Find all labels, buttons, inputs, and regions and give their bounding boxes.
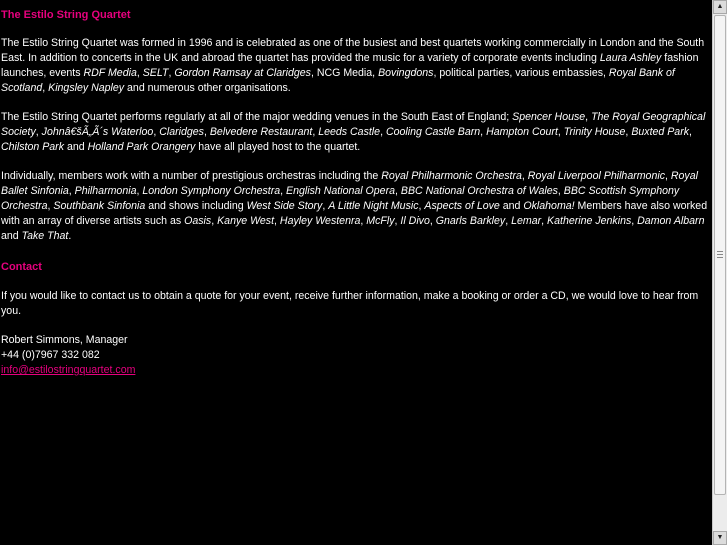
highlighted-name: Kanye West <box>217 215 275 227</box>
highlighted-name: Gnarls Barkley <box>435 215 506 227</box>
page-content <box>1 0 712 378</box>
text-run: , <box>480 126 487 138</box>
text-run: , <box>557 126 564 138</box>
contact-email-link[interactable]: info@estilostringquartet.com <box>1 364 136 376</box>
text-run: , <box>168 67 175 79</box>
text-run: , <box>136 67 143 79</box>
arrow-down-icon[interactable]: ▼ <box>713 531 727 545</box>
text-run: The Estilo String Quartet performs regularly at all of the major wedding venues in the South East of England; <box>1 111 513 123</box>
text-run: , <box>625 126 632 138</box>
highlighted-name: Claridges <box>159 126 204 138</box>
highlighted-name: Leeds Castle <box>318 126 381 138</box>
highlighted-name: Royal Liverpool Philharmonic <box>527 170 665 182</box>
highlighted-name: BBC Scottish Symphony Orchestra <box>1 185 680 212</box>
text-run: , <box>274 215 280 227</box>
arrow-up-icon[interactable]: ▲ <box>713 0 727 14</box>
highlighted-name: Damon Albarn <box>637 215 705 227</box>
highlighted-name: Oasis <box>184 215 212 227</box>
text-run: and shows including <box>145 200 247 212</box>
text-run: , <box>541 215 548 227</box>
contact-name: Robert Simmons, Manager <box>1 334 128 346</box>
highlighted-name: London Symphony Orchestra <box>142 185 281 197</box>
highlighted-name: Kingsley Napley <box>48 82 125 94</box>
contact-text: If you would like to contact us to obtain a quote for your event, receive further information, make a booking or order a CD, we would love to hear from you. <box>1 290 699 317</box>
text-run: , <box>312 126 319 138</box>
highlighted-name: Lemar <box>511 215 542 227</box>
highlighted-name: Spencer House <box>512 111 586 123</box>
highlighted-name: Royal Bank of Scotland <box>1 67 675 94</box>
highlighted-name: Cooling Castle Barn <box>385 126 481 138</box>
venues-paragraph <box>1 110 712 155</box>
intro-paragraph <box>1 36 712 96</box>
text-run: , <box>35 126 42 138</box>
text-run: . <box>68 230 72 242</box>
text-run: Members have also worked with an array of diverse artists such as <box>1 200 708 227</box>
contact-details <box>1 333 712 378</box>
text-run: , political parties, various embassies, <box>433 67 609 79</box>
highlighted-name: Bovingdons <box>378 67 434 79</box>
highlighted-name: Aspects of Love <box>424 200 500 212</box>
highlighted-name: Hampton Court <box>486 126 558 138</box>
highlighted-name: McFly <box>366 215 395 227</box>
scrollbar-thumb[interactable] <box>714 15 726 495</box>
highlighted-name: Katherine Jenkins <box>547 215 632 227</box>
text-run: , <box>585 111 592 123</box>
text-run: , <box>521 170 528 182</box>
text-run: , <box>631 215 638 227</box>
text-run: , <box>505 215 512 227</box>
text-run: Individually, members work with a number of prestigious orchestras including the <box>1 170 382 182</box>
highlighted-name: Hayley Westenra <box>279 215 361 227</box>
text-run: and numerous other organisations. <box>124 82 291 94</box>
text-run: , <box>203 126 210 138</box>
highlighted-name: Buxted Park <box>631 126 690 138</box>
text-run: , <box>395 185 401 197</box>
page-title: The Estilo String Quartet <box>1 9 131 21</box>
highlighted-name: A Little Night Music <box>328 200 419 212</box>
contact-heading: Contact <box>1 261 42 273</box>
highlighted-name: West Side Story <box>246 200 323 212</box>
orchestras-paragraph <box>1 169 712 244</box>
text-run: , <box>153 126 160 138</box>
vertical-scrollbar[interactable] <box>712 0 727 545</box>
text-run: and <box>499 200 524 212</box>
text-run: , <box>360 215 367 227</box>
text-run: and <box>64 141 88 153</box>
highlighted-name: Southbank Sinfonia <box>53 200 146 212</box>
text-run: have all played host to the quartet. <box>195 141 361 153</box>
highlighted-name: Philharmonia <box>74 185 137 197</box>
highlighted-name: Trinity House <box>563 126 626 138</box>
highlighted-name: Royal Philharmonic Orchestra <box>381 170 522 182</box>
contact-phone: +44 (0)7967 332 082 <box>1 349 100 361</box>
text-run: and <box>1 230 22 242</box>
text-run: , <box>557 185 564 197</box>
text-run: , <box>211 215 218 227</box>
text-run: , <box>322 200 329 212</box>
highlighted-name: Il Divo <box>400 215 430 227</box>
highlighted-name: Chilston Park <box>1 141 64 153</box>
text-run: , <box>394 215 401 227</box>
text-run: , <box>47 200 54 212</box>
highlighted-name: Johnâ€šÃ„Ã´s Waterloo <box>41 126 154 138</box>
highlighted-name: Gordon Ramsay at Claridges <box>174 67 311 79</box>
highlighted-name: Take That <box>21 230 69 242</box>
text-run: , <box>665 170 671 182</box>
text-run: , <box>280 185 287 197</box>
highlighted-name: Oklahoma! <box>523 200 575 212</box>
highlighted-name: Belvedere Restaurant <box>209 126 313 138</box>
text-run: , <box>136 185 143 197</box>
highlighted-name: SELT <box>142 67 169 79</box>
text-run: , <box>418 200 425 212</box>
text-run: , <box>42 82 49 94</box>
highlighted-name: Holland Park Orangery <box>87 141 196 153</box>
text-run: fashion launches, events <box>1 52 699 79</box>
text-run: The Estilo String Quartet was formed in 1996 and is celebrated as one of the busiest and best quartets working commercially in London and the South East. In addition to concerts in the UK and abroad the quartet has provided the music for a variety of corporate events including <box>1 37 705 64</box>
text-run: , <box>68 185 75 197</box>
text-run: , <box>380 126 386 138</box>
highlighted-name: RDF Media <box>83 67 137 79</box>
highlighted-name: English National Opera <box>286 185 395 197</box>
highlighted-name: Laura Ashley <box>599 52 662 64</box>
highlighted-name: Royal Ballet Sinfonia <box>1 170 698 197</box>
highlighted-name: BBC National Orchestra of Wales <box>400 185 558 197</box>
text-run: , NCG Media, <box>310 67 379 79</box>
text-run: , <box>689 126 692 138</box>
text-run: , <box>429 215 436 227</box>
highlighted-name: The Royal Geographical Society <box>1 111 706 138</box>
